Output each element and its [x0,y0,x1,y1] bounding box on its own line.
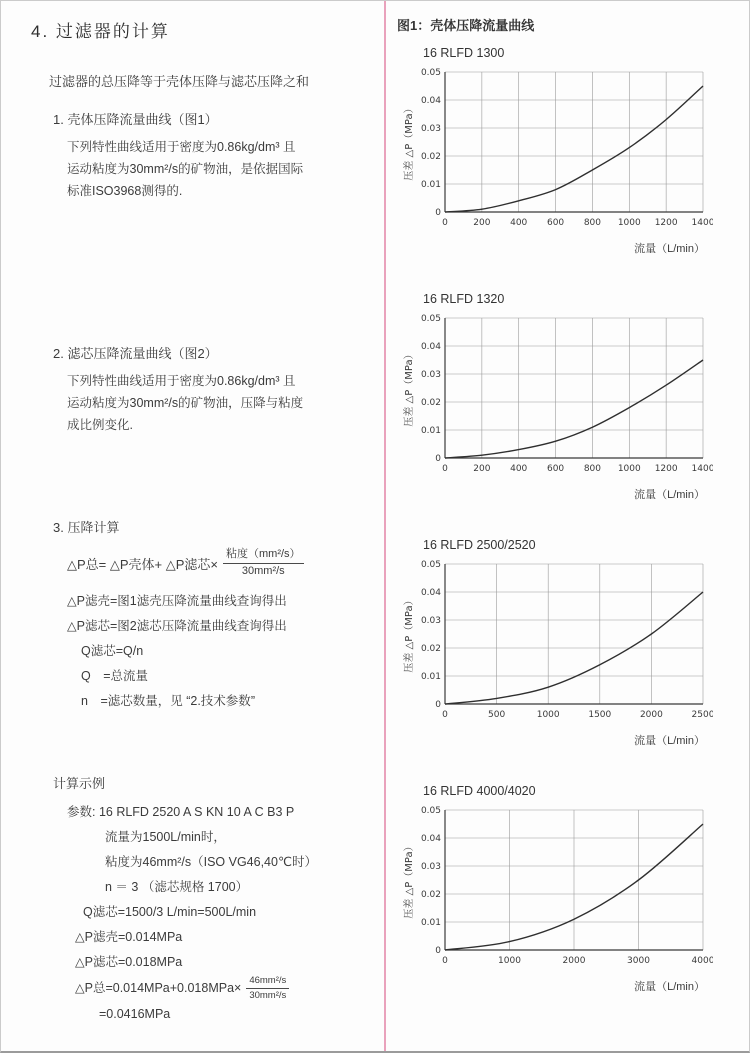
chart-title: 16 RLFD 1300 [423,46,505,60]
section1-line: 运动粘度为30mm²/s的矿物油，是依据国际 [67,162,304,176]
chart-plot-16-rlfd-2500-2520 [397,556,713,726]
svg-text:4000: 4000 [691,956,713,966]
svg-text:1500: 1500 [588,710,612,720]
section1-line: 下列特性曲线适用于密度为0.86kg/dm³ 且 [67,140,296,154]
svg-text:0.05: 0.05 [420,560,441,570]
example-fraction-numerator: 46mm²/s [246,975,289,989]
example-line: 流量为1500L/min时， [105,830,226,844]
svg-text:0.05: 0.05 [420,68,441,78]
example-line: Q滤芯=1500/3 L/min=500L/min [83,905,257,919]
svg-text:0: 0 [435,454,441,464]
svg-text:压差 △P（MPa）: 压差 △P（MPa） [404,841,415,919]
calc-line: Q滤芯=Q/n [81,643,144,658]
svg-text:400: 400 [510,464,528,474]
svg-text:3000: 3000 [627,956,650,966]
figure-column [397,15,733,1030]
svg-text:400: 400 [510,218,528,228]
example-result: =0.0416MPa [99,1006,171,1021]
svg-text:0.05: 0.05 [420,314,441,324]
svg-text:压差 △P（MPa）: 压差 △P（MPa） [404,349,415,427]
svg-text:压差 △P（MPa）: 压差 △P（MPa） [404,103,415,181]
svg-text:0.03: 0.03 [420,124,441,134]
svg-text:0: 0 [435,208,441,218]
svg-text:0.01: 0.01 [420,918,441,928]
svg-text:0.01: 0.01 [420,180,441,190]
section-housing-curve [53,109,303,202]
svg-text:800: 800 [583,464,602,474]
section-example [53,773,317,1027]
svg-text:600: 600 [546,464,565,474]
svg-text:0.03: 0.03 [420,616,441,626]
svg-text:1200: 1200 [654,464,678,474]
svg-text:0: 0 [435,946,441,956]
formula-fraction [223,548,304,579]
example-formula-lhs: △P总=0.014MPa+0.018MPa× [75,980,242,995]
section2-heading: 2. 滤芯压降流量曲线（图2） [53,346,218,361]
example-line: △P滤壳=0.014MPa [75,930,183,944]
svg-text:0: 0 [442,956,448,966]
svg-text:1200: 1200 [654,218,678,228]
svg-text:压差 △P（MPa）: 压差 △P（MPa） [404,595,415,673]
chart-xlabel: 流量（L/min） [634,735,705,747]
calc-line: n =滤芯数量，见 “2.技术参数” [81,693,255,708]
svg-text:0.05: 0.05 [420,806,441,816]
chart-plot-16-rlfd-1320 [397,310,713,480]
svg-text:0: 0 [435,700,441,710]
chart-title: 16 RLFD 2500/2520 [423,538,536,552]
svg-text:0.04: 0.04 [420,588,441,598]
figure-title: 图1：壳体压降流量曲线 [397,18,535,33]
example-line: 粘度为46mm²/s（ISO VG46,40℃时） [105,855,317,869]
example-total-formula [75,975,317,1002]
chart-16-rlfd-1300 [397,46,733,256]
svg-text:0: 0 [442,464,448,474]
svg-text:600: 600 [546,218,565,228]
section2-line: 成比例变化. [67,418,133,432]
text-column [1,1,385,1051]
page-title: 4. 过滤器的计算 [31,22,170,41]
calc-line: △P滤芯=图2滤芯压降流量曲线查询得出 [67,618,287,633]
svg-text:0.02: 0.02 [420,890,441,900]
svg-text:500: 500 [488,710,506,720]
intro-text: 过滤器的总压降等于壳体压降与滤芯压降之和 [49,74,310,89]
fraction-numerator: 粘度（mm²/s） [223,548,304,564]
svg-text:0.03: 0.03 [420,862,441,872]
section2-line: 下列特性曲线适用于密度为0.86kg/dm³ 且 [67,374,296,388]
section3-heading: 3. 压降计算 [53,520,120,535]
svg-text:1000: 1000 [536,710,560,720]
chart-xlabel: 流量（L/min） [634,489,705,501]
fraction-denominator: 30mm²/s [241,564,285,577]
total-pressure-formula [67,548,304,579]
svg-text:1000: 1000 [617,218,641,228]
section-element-curve [53,343,303,436]
svg-text:0.02: 0.02 [420,152,441,162]
svg-text:1000: 1000 [617,464,641,474]
chart-16-rlfd-2500-2520 [397,538,733,748]
chart-xlabel: 流量（L/min） [634,243,705,255]
section1-line: 标准ISO3968测得的. [67,184,183,198]
svg-text:0.02: 0.02 [420,644,441,654]
svg-text:2000: 2000 [639,710,663,720]
svg-text:1000: 1000 [498,956,521,966]
section-pressure-calc [53,517,304,714]
svg-text:0: 0 [442,710,448,720]
example-heading: 计算示例 [53,776,106,791]
svg-text:0: 0 [442,218,448,228]
svg-text:1400: 1400 [691,218,713,228]
svg-text:200: 200 [473,218,491,228]
svg-text:0.04: 0.04 [420,834,441,844]
example-line: 参数: 16 RLFD 2520 A S KN 10 A C B3 P [67,805,295,819]
svg-text:2000: 2000 [562,956,586,966]
example-fraction [246,975,289,1002]
chart-title: 16 RLFD 1320 [423,292,505,306]
chart-16-rlfd-4000-4020 [397,784,733,994]
svg-text:0.01: 0.01 [420,426,441,436]
svg-text:1400: 1400 [691,464,713,474]
calc-line: Q =总流量 [81,668,149,683]
svg-text:800: 800 [583,218,602,228]
section1-heading: 1. 壳体压降流量曲线（图1） [53,112,218,127]
formula-lhs: △P总= △P壳体+ △P滤芯× [67,556,219,572]
chart-plot-16-rlfd-4000-4020 [397,802,713,972]
svg-text:2500: 2500 [691,710,713,720]
svg-text:0.02: 0.02 [420,398,441,408]
svg-text:0.03: 0.03 [420,370,441,380]
example-fraction-denominator: 30mm²/s [249,989,287,1001]
svg-text:200: 200 [473,464,491,474]
chart-xlabel: 流量（L/min） [634,981,705,993]
chart-title: 16 RLFD 4000/4020 [423,784,536,798]
calc-line: △P滤壳=图1滤壳压降流量曲线查询得出 [67,593,287,608]
example-line: n ＝ 3 （滤芯规格 1700） [105,880,249,894]
example-line: △P滤芯=0.018MPa [75,955,183,969]
chart-16-rlfd-1320 [397,292,733,502]
section2-line: 运动粘度为30mm²/s的矿物油，压降与粘度 [67,396,304,410]
svg-text:0.01: 0.01 [420,672,441,682]
chart-plot-16-rlfd-1300 [397,64,713,234]
svg-text:0.04: 0.04 [420,96,441,106]
svg-text:0.04: 0.04 [420,342,441,352]
